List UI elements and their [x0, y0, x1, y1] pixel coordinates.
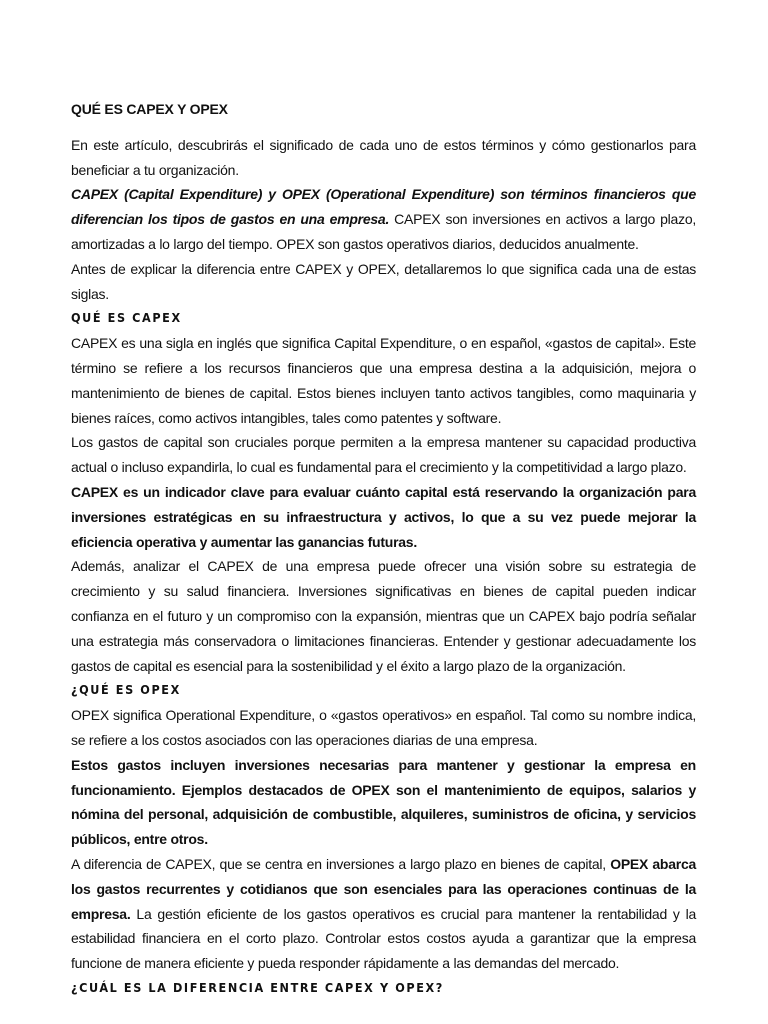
heading-difference: ¿CUÁL ES LA DIFERENCIA ENTRE CAPEX Y OPEX?	[71, 979, 444, 995]
definition-bold: CAPEX (Capital Expenditure) y OPEX (Operational Expenditure) son términos financieros que diferencian los tipos de gastos en una empresa.	[71, 186, 696, 228]
document-page	[71, 97, 696, 1001]
capex-paragraph-4: Además, analizar el CAPEX de una empresa puede ofrecer una visión sobre su estrategia de crecimiento y su salud financiera. Inversiones significativas en bienes de capital pueden indicar confianza en el futuro y un compromiso con la expansión, mientras que un CAPEX bajo podría señalar una estrategia más conservadora o limitaciones financieras. Entender y gestionar adecuadamente los gastos de capital es esencial para la sostenibilidad y el éxito a largo plazo de la organización.	[71, 558, 696, 674]
capex-paragraph-3: CAPEX es un indicador clave para evaluar cuánto capital está reservando la organización para inversiones estratégicas en su infraestructura y activos, lo que a su vez puede mejorar la eficiencia operativa y aumentar las ganancias futuras.	[71, 483, 696, 550]
capex-paragraph-2: Los gastos de capital son cruciales porque permiten a la empresa mantener su capacidad productiva actual o incluso expandirla, lo cual es fundamental para el crecimiento y la competitividad a largo plazo.	[71, 434, 696, 476]
opex-p3-start: A diferencia de CAPEX, que se centra en inversiones a largo plazo en bienes de capital,	[71, 855, 611, 872]
definition-paragraph	[71, 182, 696, 256]
opex-paragraph-3	[71, 852, 696, 976]
opex-paragraph-1: OPEX significa Operational Expenditure, o «gastos operativos» en español. Tal como su nombre indica, se refiere a los costos asociados con las operaciones diarias de una empresa.	[71, 707, 696, 748]
opex-paragraph-2: Estos gastos incluyen inversiones necesarias para mantener y gestionar la empresa en funcionamiento. Ejemplos destacados de OPEX son el mantenimiento de equipos, salarios y nómina del personal, adquisición de combustible, alquileres, suministros de oficina, y servicios públicos, entre otros.	[71, 756, 696, 848]
opex-p3-end: La gestión eficiente de los gastos operativos es crucial para mantener la rentabilidad y la estabilidad financiera en el corto plazo. Controlar estos costos ayuda a garantizar que la empresa funcione de manera eficiente y pueda responder rápidamente a las demandas del mercado.	[71, 905, 696, 972]
heading-opex: ¿QUÉ ES OPEX	[71, 682, 181, 698]
before-paragraph: Antes de explicar la diferencia entre CAPEX y OPEX, detallaremos lo que significa cada una de estas siglas.	[71, 260, 696, 302]
definition-rest: CAPEX son inversiones en activos a largo plazo, amortizadas a lo largo del tiempo. OPEX son gastos operativos diarios, deducidos anualmente.	[71, 211, 696, 252]
document-title: QUÉ ES CAPEX Y OPEX	[71, 101, 228, 117]
heading-capex: QUÉ ES CAPEX	[71, 310, 182, 326]
capex-paragraph-1: CAPEX es una sigla en inglés que significa Capital Expenditure, o en español, «gastos de capital». Este término se refiere a los recursos financieros que una empresa destina a la adquisición, mejora o mantenimiento de bienes de capital. Estos bienes incluyen tanto activos tangibles, como maquinaria y bienes raíces, como activos intangibles, tales como patentes y software.	[71, 335, 696, 426]
opex-p3-bold: OPEX abarca los gastos recurrentes y cotidianos que son esenciales para las operaciones continuas de la empresa.	[71, 855, 697, 922]
intro-paragraph: En este artículo, descubrirás el significado de cada uno de estos términos y cómo gestionarlos para beneficiar a tu organización.	[71, 136, 696, 178]
